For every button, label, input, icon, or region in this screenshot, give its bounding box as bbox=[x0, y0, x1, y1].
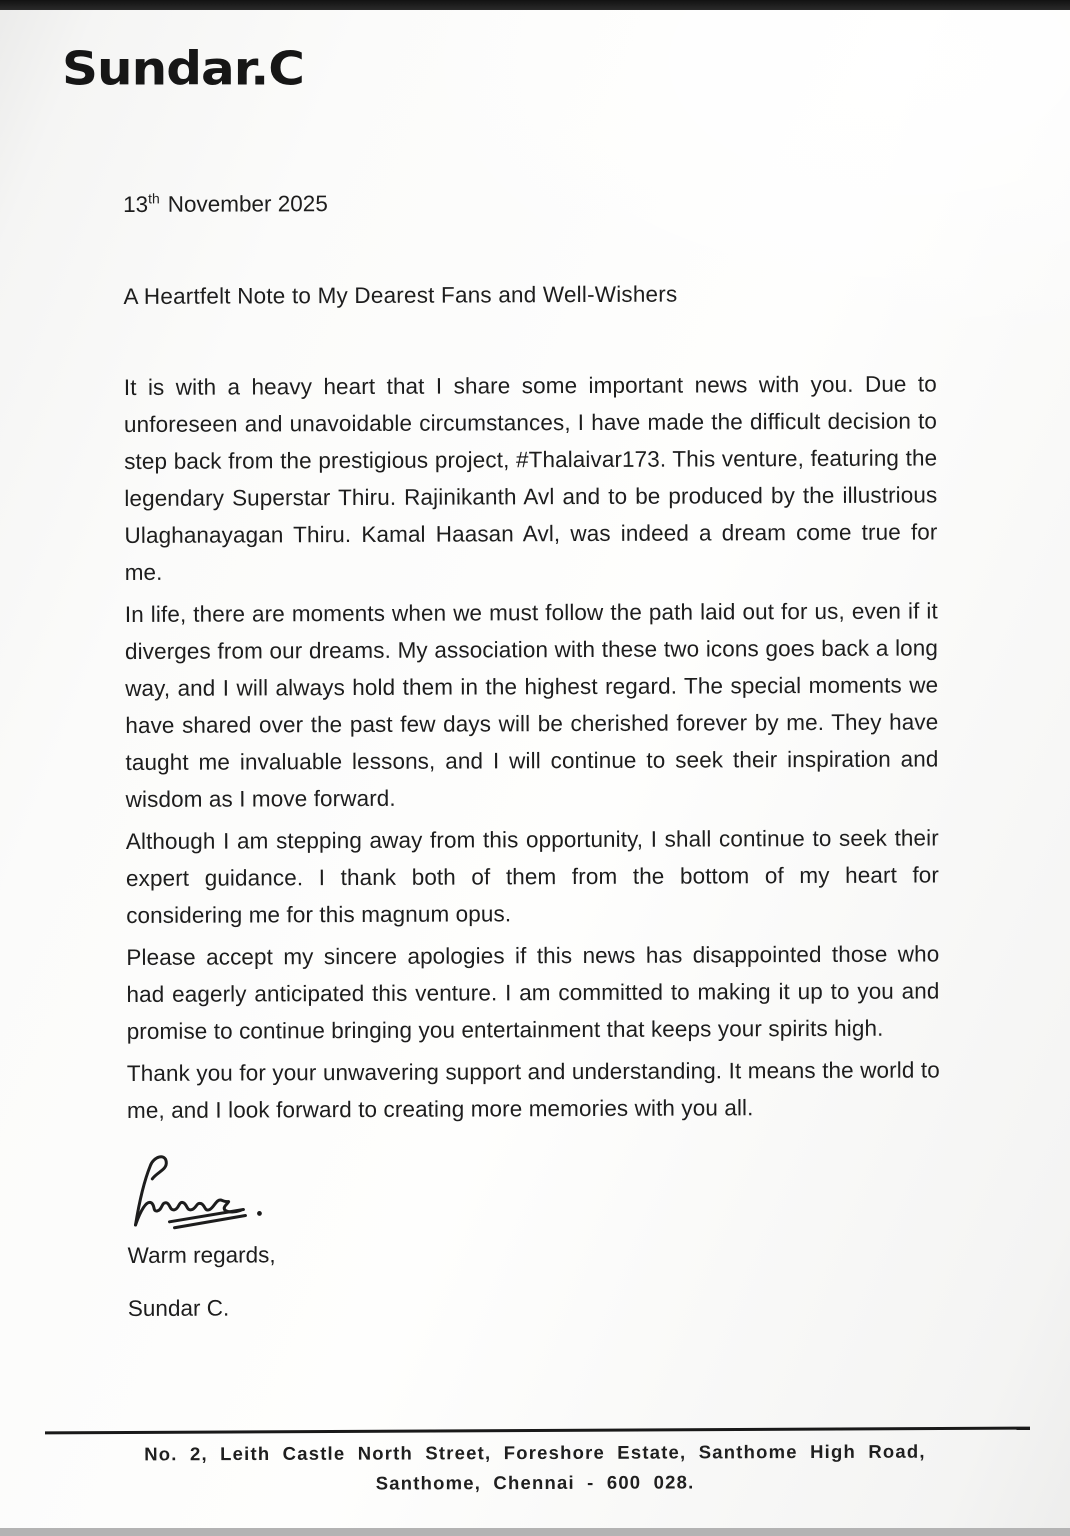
footer-address bbox=[0, 1436, 1070, 1500]
signature-block bbox=[127, 1145, 941, 1322]
signature-scribble bbox=[119, 1148, 279, 1233]
paragraph-1: It is with a heavy heart that I share some important news with you. Due to unforeseen and unavoidable circumstances, I have made the difficult decision to step back from the prestigious project, #Thalaivar173. This venture, featuring the legendary Superstar Thiru. Rajinikanth Avl and to be produced by the illustrious Ulaghanayagan Thiru. Kamal Haasan Avl, was indeed a dream come true for me. bbox=[123, 371, 938, 585]
closing-regards: Warm regards, bbox=[127, 1242, 276, 1268]
letterhead-logo: Sundar.C bbox=[62, 42, 304, 96]
footer-divider-rule bbox=[45, 1427, 1030, 1435]
footer-address-line-1: No. 2, Leith Castle North Street, Foreshore Estate, Santhome High Road, bbox=[144, 1440, 926, 1465]
letter-paragraphs bbox=[124, 365, 940, 1129]
paragraph-5: Thank you for your unwavering support and understanding. It means the world to me, and I look forward to creating more memories with you all. bbox=[126, 1057, 940, 1123]
date-day: 13 bbox=[123, 191, 149, 217]
date-ordinal-suffix: th bbox=[148, 190, 160, 207]
letter-body bbox=[123, 188, 941, 1322]
closing-name: Sundar C. bbox=[127, 1295, 230, 1321]
letter-heading: A Heartfelt Note to My Dearest Fans and Well-Wishers bbox=[123, 281, 678, 309]
bottom-edge-bar bbox=[0, 1528, 1070, 1536]
footer-address-line-2: Santhome, Chennai - 600 028. bbox=[375, 1471, 695, 1494]
paragraph-2: In life, there are moments when we must follow the path laid out for us, even if it diverges from our dreams. My association with these two icons goes back a long way, and I will always hold them in the highest regard. The special moments we have shared over the past few days will be cherished forever by me. They have taught me invaluable lessons, and I will continue to seek their inspiration and wisdom as I move forward. bbox=[124, 598, 939, 812]
date-rest: November 2025 bbox=[167, 191, 328, 217]
paragraph-3: Although I am stepping away from this opportunity, I shall continue to seek their expert guidance. I thank both of them from the bottom of my heart for considering me for this magnum opus. bbox=[125, 825, 940, 928]
top-edge-bar bbox=[0, 0, 1070, 10]
date-line bbox=[123, 188, 936, 218]
paragraph-4: Please accept my sincere apologies if this news has disappointed those who had eagerly anticipated this venture. I am committed to making it up to you and promise to continue bringing you entertainment that keeps your spirits high. bbox=[126, 941, 940, 1044]
